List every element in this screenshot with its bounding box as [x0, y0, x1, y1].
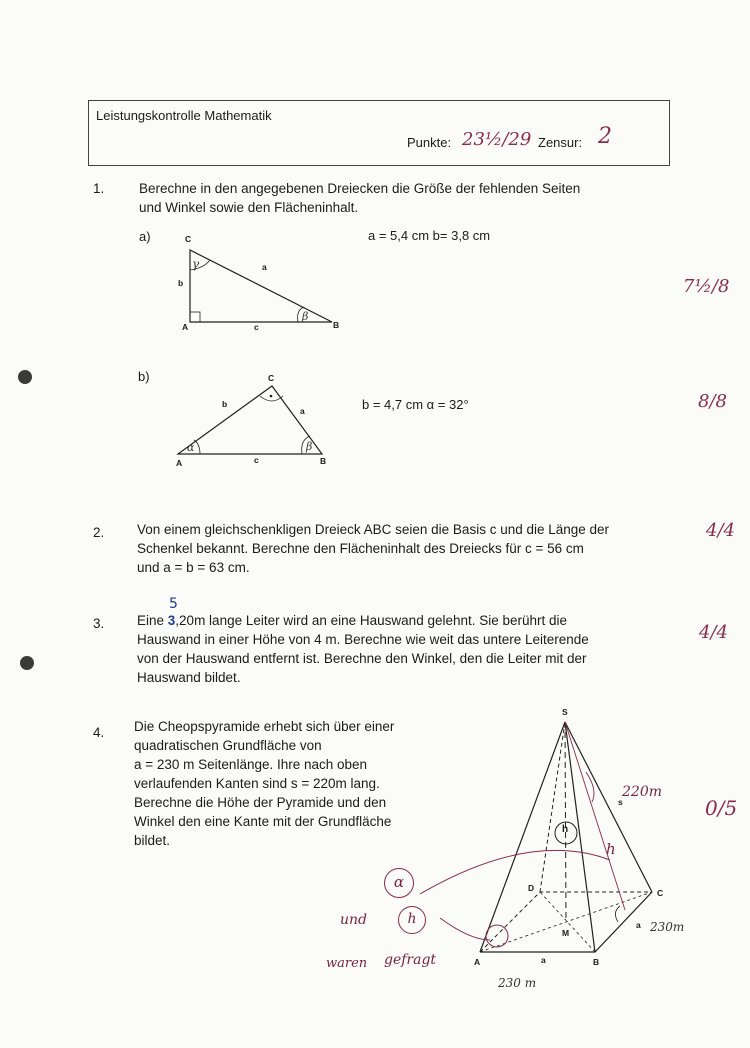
points-label: Punkte:	[407, 135, 452, 150]
punch-hole-top	[18, 370, 32, 384]
tri-a-side-a: a	[262, 262, 267, 272]
pyr-hand-h: h	[606, 840, 616, 858]
task1b-given: b = 4,7 cm α = 32°	[362, 397, 469, 412]
note-gefragt: gefragt	[384, 952, 437, 968]
pyr-label-m-center: M	[562, 928, 570, 938]
note-waren: waren	[326, 956, 368, 971]
tri-a-side-c: c	[254, 322, 259, 332]
tri-b-vertex-b: B	[320, 456, 327, 466]
pyr-hand-230m-bottom: 230 m	[498, 976, 537, 990]
task1-text-1: Berechne in den angegebenen Dreiecken die Größe der fehlenden Seiten	[139, 181, 581, 196]
task3-correction: 5	[169, 596, 178, 612]
task4-number: 4.	[93, 725, 105, 740]
punch-hole-bottom	[20, 656, 34, 670]
note-alpha: α	[384, 868, 414, 898]
task4-line-3: a = 230 m Seitenlänge. Ihre nach oben	[134, 757, 368, 772]
task3-line-2: Hauswand in einer Höhe von 4 m. Berechne wie weit das untere Leiterende	[137, 632, 589, 647]
triangle-a-figure	[170, 230, 370, 340]
pyr-label-a-vertex: A	[474, 957, 481, 967]
tri-b-side-b: b	[222, 399, 228, 409]
svg-text:β: β	[302, 310, 309, 323]
task3-number: 3.	[93, 616, 105, 631]
task4-line-1: Die Cheopspyramide erhebt sich über einer	[134, 719, 395, 734]
task4-line-4: verlaufenden Kanten sind s = 220m lang.	[134, 776, 380, 791]
task3-line-1-pre: Eine	[137, 613, 168, 628]
task1a-label: a)	[139, 229, 151, 244]
task1a-score: 7½/8	[683, 276, 730, 297]
pyramid-figure	[470, 700, 730, 980]
pyr-hand-230m-right: 230m	[650, 920, 685, 934]
task1-text-2: und Winkel sowie den Flächeninhalt.	[139, 200, 359, 215]
pyr-label-b-vertex: B	[593, 957, 600, 967]
task4-line-6: Winkel den eine Kante mit der Grundfläche	[134, 814, 392, 829]
points-value: 23½/29	[462, 129, 532, 150]
svg-text:γ: γ	[192, 257, 200, 271]
pyr-label-s-apex: S	[562, 707, 568, 717]
task2-score: 4/4	[706, 520, 735, 541]
tri-a-vertex-b: B	[333, 320, 340, 330]
test-title: Leistungskontrolle Mathematik	[96, 108, 272, 123]
task4-score: 0/5	[705, 796, 738, 820]
task3-line-4: Hauswand bildet.	[137, 670, 241, 685]
task2-number: 2.	[93, 525, 105, 540]
task4-line-5: Berechne die Höhe der Pyramide und den	[134, 795, 387, 810]
task3-line-1	[137, 611, 567, 630]
task4-line-2: quadratischen Grundfläche von	[134, 738, 322, 753]
task1a-given: a = 5,4 cm b= 3,8 cm	[368, 228, 491, 243]
pyr-label-side-a: a	[541, 955, 546, 965]
task2-line-3: und a = b = 63 cm.	[137, 560, 250, 575]
task2-line-2: Schenkel bekannt. Berechne den Flächeninhalt des Dreiecks für c = 56 cm	[137, 541, 584, 556]
svg-text:α: α	[187, 441, 195, 454]
tri-b-vertex-a: A	[176, 458, 183, 468]
note-h: h	[398, 906, 426, 934]
tri-a-side-b: b	[178, 278, 184, 288]
grade-label: Zensur:	[538, 135, 583, 150]
pyr-hand-220m: 220m	[622, 784, 662, 800]
pyr-label-h: h	[562, 824, 569, 835]
grade-value: 2	[598, 124, 612, 149]
task3-score: 4/4	[699, 622, 728, 643]
svg-text:β: β	[306, 440, 313, 453]
task3-line-3: von der Hauswand entfernt ist. Berechne den Winkel, den die Leiter mit der	[137, 651, 587, 666]
pyr-label-side-a-right: a	[636, 920, 641, 930]
task3-old-digit: 3	[167, 613, 176, 628]
note-und: und	[340, 912, 367, 928]
tri-a-vertex-a: A	[182, 322, 189, 332]
tri-a-vertex-c: C	[185, 234, 192, 244]
task4-line-7: bildet.	[134, 833, 171, 848]
task3-line-1-post: ,20m lange Leiter wird an eine Hauswand gelehnt. Sie berührt die	[175, 613, 568, 628]
pyr-label-d-vertex: D	[528, 883, 535, 893]
task1b-label: b)	[138, 369, 150, 384]
pyr-label-c-vertex: C	[657, 888, 664, 898]
tri-b-vertex-c: C	[268, 373, 275, 383]
task1b-score: 8/8	[698, 391, 727, 412]
task1-number: 1.	[93, 181, 105, 196]
task2-line-1: Von einem gleichschenkligen Dreieck ABC seien die Basis c und die Länge der	[137, 522, 610, 537]
tri-b-side-a: a	[300, 406, 305, 416]
pyr-label-s-edge: s	[618, 797, 623, 807]
tri-b-side-c: c	[254, 455, 259, 465]
